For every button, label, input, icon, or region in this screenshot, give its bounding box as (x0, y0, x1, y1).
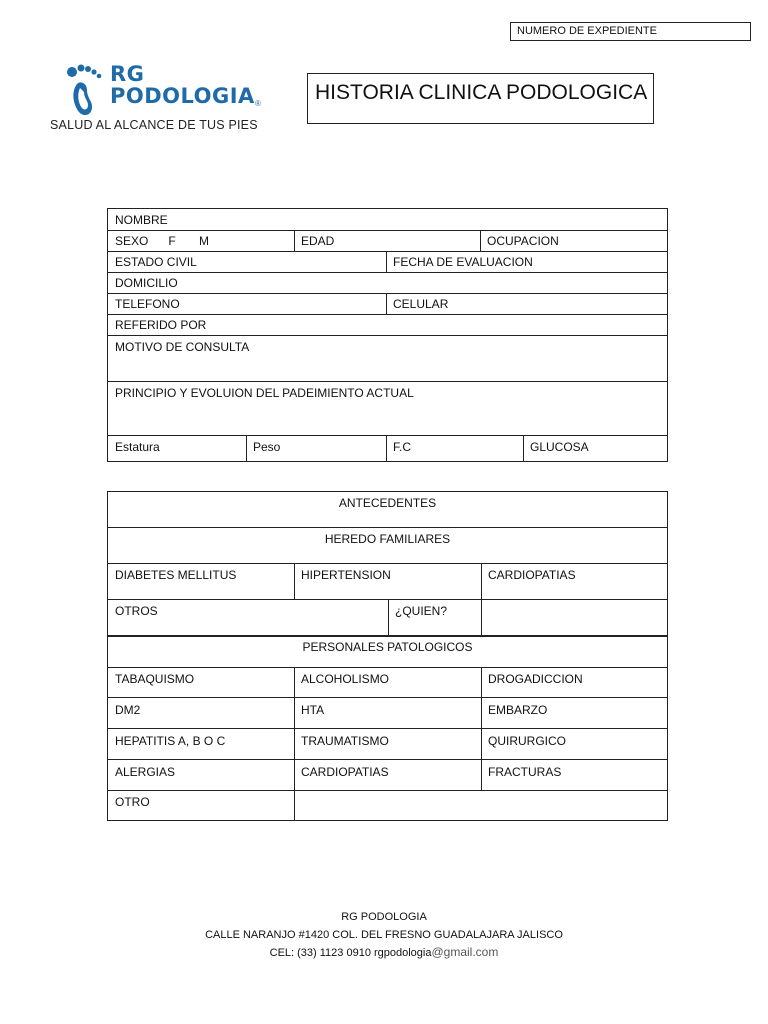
expediente-label: NUMERO DE EXPEDIENTE (517, 25, 657, 37)
alcoholismo-field[interactable]: ALCOHOLISMO (301, 672, 390, 686)
heredo-familiares-title: HEREDO FAMILIARES (324, 532, 451, 546)
traumatismo-field[interactable]: TRAUMATISMO (301, 734, 389, 748)
embarzo-field[interactable]: EMBARZO (488, 703, 548, 717)
edad-field[interactable]: EDAD (301, 234, 335, 248)
otro-field[interactable]: OTRO (115, 795, 150, 809)
footer-name: RG PODOLOGIA (341, 911, 427, 923)
hipertension-field[interactable]: HIPERTENSION (301, 568, 391, 582)
peso-field[interactable]: Peso (253, 440, 281, 454)
patient-table (107, 208, 668, 462)
footprint-icon (65, 62, 105, 117)
brand-name-line2: PODOLOGIA (110, 84, 255, 108)
expediente-field[interactable] (510, 22, 751, 41)
hepatitis-field[interactable]: HEPATITIS A, B O C (115, 734, 226, 748)
celular-field[interactable]: CELULAR (393, 297, 449, 311)
alergias-field[interactable]: ALERGIAS (115, 765, 176, 779)
cardiopatias-heredo-field[interactable]: CARDIOPATIAS (488, 568, 576, 582)
principio-evolucion-field[interactable]: PRINCIPIO Y EVOLUION DEL PADEIMIENTO ACTUAL (115, 386, 414, 400)
footer-email-domain[interactable]: @gmail.com (431, 945, 499, 959)
domicilio-field[interactable]: DOMICILIO (115, 276, 178, 290)
page-title: HISTORIA CLINICA PODOLOGICA (307, 73, 654, 124)
nombre-field[interactable]: NOMBRE (115, 213, 168, 227)
referido-field[interactable]: REFERIDO POR (115, 318, 207, 332)
hta-field[interactable]: HTA (301, 703, 325, 717)
brand-name-line1: RG (110, 62, 145, 86)
dm2-field[interactable]: DM2 (115, 703, 141, 717)
logo (50, 60, 290, 135)
diabetes-field[interactable]: DIABETES MELLITUS (115, 568, 237, 582)
tabaquismo-field[interactable]: TABAQUISMO (115, 672, 195, 686)
antecedentes-title: ANTECEDENTES (338, 496, 437, 510)
fracturas-field[interactable]: FRACTURAS (488, 765, 562, 779)
estatura-field[interactable]: Estatura (115, 440, 160, 454)
motivo-consulta-field[interactable]: MOTIVO DE CONSULTA (115, 340, 250, 354)
personales-patologicos-title: PERSONALES PATOLOGICOS (302, 640, 473, 654)
otros-field[interactable]: OTROS (115, 604, 158, 618)
telefono-field[interactable]: TELEFONO (115, 297, 180, 311)
sexo-field[interactable]: SEXO F M (115, 234, 210, 248)
antecedentes-table (107, 491, 668, 821)
fc-field[interactable]: F.C (393, 440, 411, 454)
brand-tagline: SALUD AL ALCANCE DE TUS PIES (50, 118, 258, 132)
fecha-evaluacion-field[interactable]: FECHA DE EVALUACION (393, 255, 533, 269)
footer-contact (0, 944, 768, 961)
quirurgico-field[interactable]: QUIRURGICO (488, 734, 566, 748)
quien-field[interactable]: ¿QUIEN? (395, 604, 448, 618)
footer-address: CALLE NARANJO #1420 COL. DEL FRESNO GUADALAJARA JALISCO (205, 929, 563, 941)
glucosa-field[interactable]: GLUCOSA (530, 440, 589, 454)
registered-mark: ® (255, 99, 261, 108)
ocupacion-field[interactable]: OCUPACION (487, 234, 559, 248)
drogadiccion-field[interactable]: DROGADICCION (488, 672, 583, 686)
footer-phone: CEL: (33) 1123 0910 rgpodologia (269, 947, 432, 959)
estado-civil-field[interactable]: ESTADO CIVIL (115, 255, 197, 269)
cardiopatias-personal-field[interactable]: CARDIOPATIAS (301, 765, 389, 779)
